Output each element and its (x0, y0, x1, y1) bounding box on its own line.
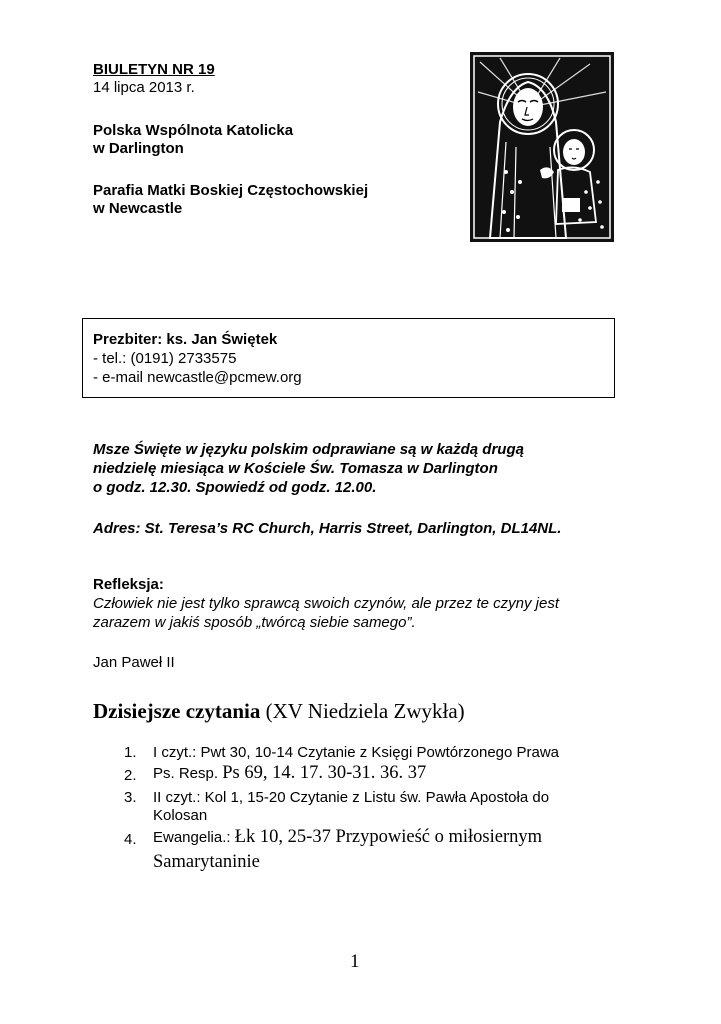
reflection-line-2: zarazem w jakiś sposób „twórcą siebie samego”. (93, 614, 416, 631)
madonna-icon-image (470, 52, 614, 242)
reading-number: 3. (124, 789, 137, 806)
psalm-label: Ps. Resp. (153, 765, 219, 782)
reading-number: 4. (124, 831, 137, 848)
reflection-heading: Refleksja: (93, 576, 164, 593)
reading-second: II czyt.: Kol 1, 15-20 Czytanie z Listu św. Pawła Apostoła do (153, 789, 550, 806)
mass-info-line-3: o godz. 12.30. Spowiedź od godz. 12.00. (93, 479, 377, 496)
page-number: 1 (350, 951, 360, 972)
readings-title: Dzisiejsze czytania (93, 699, 261, 723)
email-address: - e-mail newcastle@pcmew.org (93, 369, 302, 386)
reflection-author: Jan Paweł II (93, 654, 175, 671)
mass-info-line-2: niedzielę miesiąca w Kościele Św. Tomasza w Darlington (93, 460, 498, 477)
contact-box (82, 318, 615, 398)
bulletin-number: BIULETYN NR 19 (93, 61, 215, 78)
reading-first: I czyt.: Pwt 30, 10-14 Czytanie z Księgi Powtórzonego Prawa (153, 744, 560, 761)
readings-subtitle: (XV Niedziela Zwykła) (265, 699, 465, 723)
reading-gospel (153, 827, 542, 848)
reading-number: 1. (124, 744, 137, 761)
reflection-line-1: Człowiek nie jest tylko sprawcą swoich czynów, ale przez te czyny jest (93, 595, 560, 612)
bulletin-date: 14 lipca 2013 r. (93, 79, 195, 96)
mass-info-line-1: Msze Święte w języku polskim odprawiane są w każdą drugą (93, 441, 524, 458)
reading-psalm (153, 763, 426, 784)
church-address: Adres: St. Teresa’s RC Church, Harris Street, Darlington, DL14NL. (93, 520, 562, 537)
parish-location: w Newcastle (93, 200, 183, 217)
priest-name: Prezbiter: ks. Jan Świętek (93, 331, 278, 348)
gospel-ref: Łk 10, 25-37 Przypowieść o miłosiernym (234, 827, 542, 847)
phone-number: - tel.: (0191) 2733575 (93, 350, 237, 367)
gospel-label: Ewangelia.: (153, 829, 231, 846)
community-location: w Darlington (93, 140, 184, 157)
parish-name: Parafia Matki Boskiej Częstochowskiej (93, 182, 369, 199)
reading-second-cont: Kolosan (153, 807, 208, 824)
readings-heading (93, 698, 465, 724)
psalm-ref: Ps 69, 14. 17. 30-31. 36. 37 (222, 763, 427, 783)
reading-gospel-cont: Samarytaninie (153, 852, 260, 872)
community-name: Polska Wspólnota Katolicka (93, 122, 294, 139)
reading-number: 2. (124, 767, 137, 784)
